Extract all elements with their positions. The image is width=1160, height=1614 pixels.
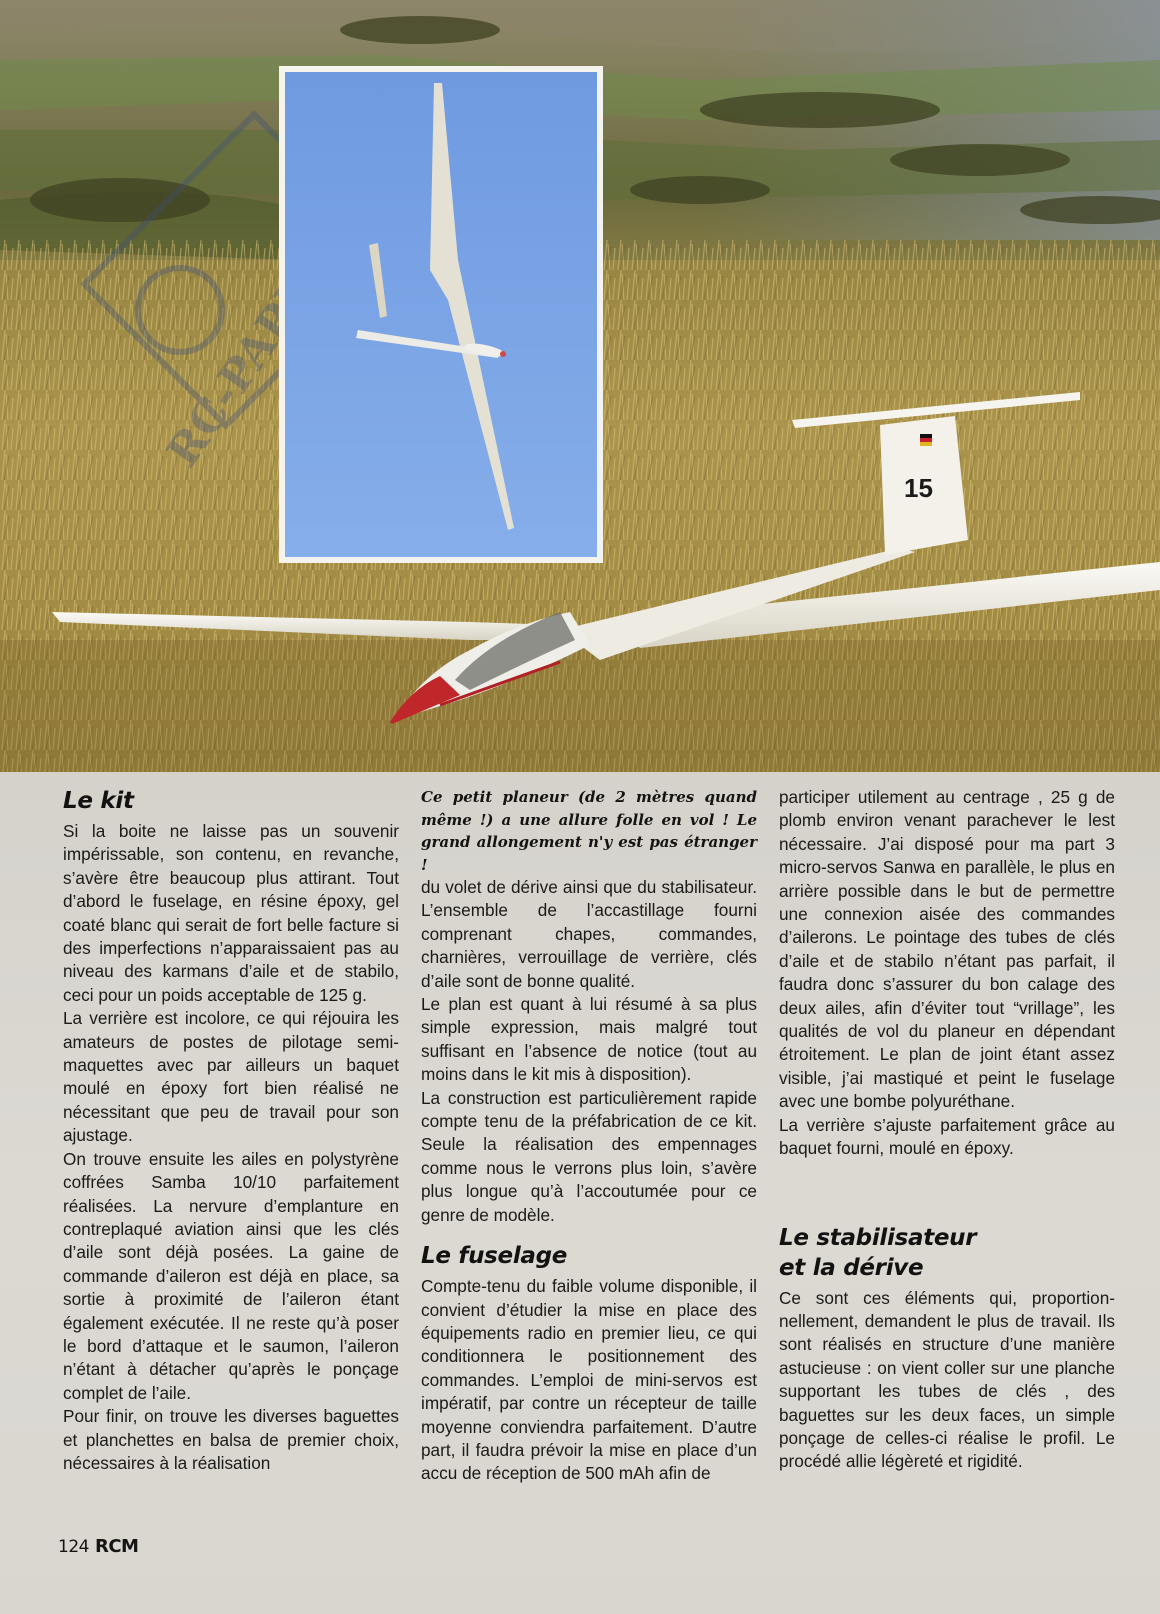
paragraph: Le plan est quant à lui résumé à sa plus simple expression, mais malgré tout suffisant en l’absence de notice (tout au moins dans le kit mis à disposition). xyxy=(421,994,757,1085)
page-footer xyxy=(58,1536,138,1557)
paragraph: La construction est particulièrement rapide compte tenu de la préfabrication de ce kit. Seule la réalisation des empennages comme nous le verrons plus loin, s’avère plus longue qu’à l’accoutumée pour ce genre de modèle. xyxy=(421,1087,757,1225)
paragraph: La verrière est incolore, ce qui réjouira les amateurs de postes de pilotage semi-maquettes avec par ailleurs un baquet moulé en époxy fort bien réalisé ne nécessitant que peu de travail pour son ajustage. xyxy=(63,1008,399,1146)
paragraph: On trouve ensuite les ailes en polystyrène coffrées Samba 10/10 parfaitement réalisées. La nervure d’emplanture en contreplaqué aviation ainsi que les clés d’aile sont déjà posées. La gaine de commande d’aileron est déjà en place, sa sortie à proximité de l’aileron étant également exécutée. Il ne reste qu’à poser le bord d’attaque et le saumon, l’aileron n’étant à détacher qu’après le ponçage complet de l’aile. xyxy=(63,1148,399,1403)
page-number: 124 xyxy=(58,1537,89,1557)
paragraph: du volet de dérive ainsi que du stabilisateur. L’ensemble de l’accastillage fourni comprenant chapes, commandes, charnières, verrouillage de verrière, clés d’aile sont de bonne qualité. xyxy=(421,877,757,991)
heading-le-stabilisateur: Le stabilisateur et la dérive xyxy=(779,1224,977,1281)
tail-number: 15 xyxy=(904,473,933,503)
paragraph: Si la boite ne laisse pas un souvenir impérissable, son contenu, en revanche, s’avère être beaucoup plus attirant. Tout d’abord le fuselage, en résine époxy, gel coaté blanc qui serait de fort belle facture si des imperfections n’apparaissaient pas au niveau des karmans d’aile et de stabilo, ceci pour un poids acceptable de 125 g. xyxy=(63,821,399,1005)
heading-le-kit: Le kit xyxy=(63,788,134,814)
paragraph: participer utilement au centrage , 25 g de plomb environ venant parachever le lest nécessaire. J’ai disposé pour ma part 3 micro-servos Sanwa en parallèle, le plus en arrière possible dans le but de permettre une connexion aisée des commandes d’ailerons. Le pointage des tubes de clés d’aile et de stabilo n’étant pas parfait, il faudra donc s’assurer du bon calage des deux ailes, afin d’éviter tout “vrillage”, les qualités de vol du planeur en dépendant étroitement. Le plan de joint étant assez visible, j’ai mastiqué et peint le fuselage avec une bombe polyuréthane. xyxy=(779,787,1115,1112)
heading-le-fuselage: Le fuselage xyxy=(421,1243,568,1270)
paragraph: Ce sont ces éléments qui, proportionnellement, demandent le plus de travail. Ils sont réalisés en structure d’une manière astucieuse : on vient coller sur une planche supportant les tubes de clés , des baguettes sur les deux faces, un simple ponçage de celles-ci réalise le profil. Le procédé allie légèreté et rigidité. xyxy=(779,1287,1115,1472)
glider-in-grass-photo xyxy=(0,0,1160,772)
paragraph: La verrière s’ajuste parfaitement grâce au baquet fourni, moulé en époxy. xyxy=(779,1114,1115,1159)
column-2 xyxy=(421,786,757,1486)
magazine-name: RCM xyxy=(94,1536,139,1557)
column-3 xyxy=(779,786,1115,1474)
photo-caption: Ce petit planeur (de 2 mètres quand même !) a une allure folle en vol ! Le grand allongement n'y est pas étranger ! xyxy=(421,788,757,874)
paragraph: Compte-tenu du faible volume disponible, il convient d’étudier la mise en place des équipements radio en premier lieu, ce qui conditionnera le positionnement des commandes. L’emploi de mini-servos est impératif, par contre un récepteur de taille moyenne conviendra parfaitement. D’autre part, il faudra prévoir la mise en place d’un accu de réception de 500 mAh afin de xyxy=(421,1276,757,1484)
column-1 xyxy=(63,786,399,1475)
inset-flight-photo xyxy=(279,66,603,563)
article-body xyxy=(0,772,1160,1614)
hero-photo xyxy=(0,0,1160,772)
paragraph: Pour finir, on trouve les diverses baguettes et planchettes en balsa de premier choix, nécessaires à la réalisation xyxy=(63,1406,399,1473)
